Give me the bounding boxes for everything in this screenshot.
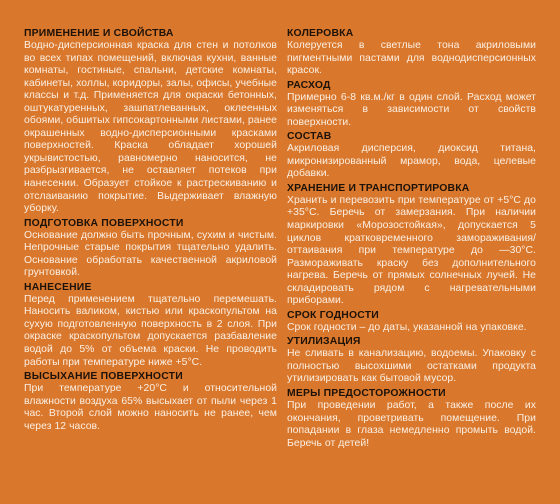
section-body: Колеруется в светлые тона акриловыми пигментными пастами для воднодисперсионных красок.: [287, 40, 536, 77]
section-title: ХРАНЕНИЕ И ТРАНСПОРТИРОВКА: [287, 182, 470, 194]
section-title: НАНЕСЕНИЕ: [24, 281, 92, 293]
section-precautions: [287, 387, 536, 450]
section-consumption: [287, 79, 536, 130]
section-body: При температуре +20°С и относительной влажности воздуха 65% высыхает от пыли через 1 час. Второй слой можно наносить не ранее, чем через 12 часов.: [24, 383, 277, 432]
section-title: РАСХОД: [287, 79, 331, 91]
section-title: СОСТАВ: [287, 131, 332, 143]
section-application-method: [24, 281, 277, 369]
section-disposal: [287, 335, 536, 386]
section-tinting: [287, 27, 536, 78]
section-title: КОЛЕРОВКА: [287, 28, 354, 39]
section-body: Водно-дисперсионная краска для стен и потолков во всех типах помещений, включая кухни, ванные комнаты, гостиные, спальни, детские комнаты, кабинеты, холлы, коридоры, залы, офисы, учебные классы и т.д. Применяется для окраски бетонных, оштукатуренных, зашпатлеванных, оклеенных обоями, обшитых гипсокартонными листами, ранее окрашенных водно-дисперсионными красками поверхностей. Краска обладает хорошей укрывистостью, равномерно наносится, не разбрызгивается, не оставляет потеков при нанесении. Образует стойкое к растрескиванию и отслаиванию покрытие. Выдерживает влажную уборку.: [24, 40, 278, 215]
section-composition: [287, 130, 536, 181]
section-surface-prep: [24, 217, 277, 280]
section-body: Примерно 6-8 кв.м./кг в один слой. Расход может изменяться в зависимости от свойств поверхности.: [287, 91, 536, 128]
section-title: ПРИМЕНЕНИЕ И СВОЙСТВА: [24, 28, 174, 39]
section-body: При проведении работ, а также после их окончания, проветривать помещение. При попадании в глаза немедленно промыть водой. Беречь от детей!: [287, 400, 536, 449]
left-column: [24, 27, 277, 434]
section-body: Не сливать в канализацию, водоемы. Упаковку с полностью высохшими остатками продукта утилизировать как бытовой мусор.: [287, 348, 536, 385]
section-body: Хранить и перевозить при температуре от +5°С до +35°С. Беречь от замерзания. При наличии маркировки «Морозостойкая», допускается 5 циклов кратковременного замораживания/оттаивания при температуре до —30°С. Размораживать краску без дополнительного нагрева. Беречь от прямых солнечных лучей. Не складировать рядом с нагревательными приборами.: [287, 194, 536, 307]
section-title: СРОК ГОДНОСТИ: [287, 309, 379, 321]
section-title: УТИЛИЗАЦИЯ: [287, 336, 361, 348]
section-body: Основание должно быть прочным, сухим и чистым. Непрочные старые покрытия тщательно удалить. Основание обработать качественной акриловой грунтовкой.: [24, 229, 277, 279]
section-drying: [24, 370, 277, 433]
section-title: ВЫСЫХАНИЕ ПОВЕРХНОСТИ: [24, 371, 183, 383]
section-body: Перед применением тщательно перемешать. Наносить валиком, кистью или краскопультом на сухую подготовленную поверхность в 2 слоя. При окраске краскопультом допускается разбавление водой до 5% от объема краски. Не проводить работы при температуре ниже +5°С.: [24, 293, 277, 368]
section-title: ПОДГОТОВКА ПОВЕРХНОСТИ: [24, 217, 184, 229]
section-body: Акриловая дисперсия, диоксид титана, микронизированный мрамор, вода, целевые добавки.: [287, 143, 536, 180]
section-title: МЕРЫ ПРЕДОСТОРОЖНОСТИ: [287, 388, 446, 400]
section-body: Срок годности – до даты, указанной на упаковке.: [287, 321, 527, 333]
section-shelf-life: [287, 309, 536, 335]
section-application: [24, 27, 277, 216]
right-column: [287, 27, 536, 451]
section-storage: [287, 182, 536, 308]
